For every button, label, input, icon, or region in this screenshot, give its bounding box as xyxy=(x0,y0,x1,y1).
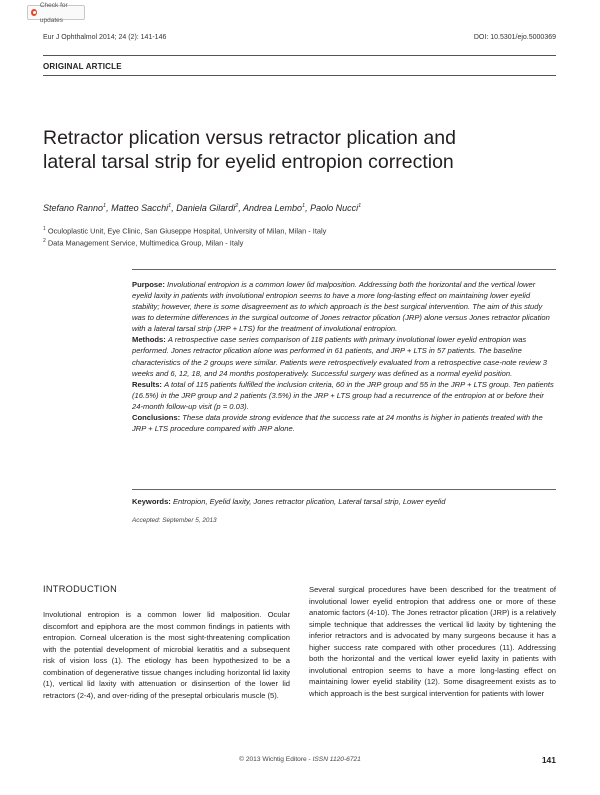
author: Stefano Ranno$^1$ xyxy=(43,203,107,213)
abstract-results: Results: A total of 115 patients fulfilled the inclusion criteria, 60 in the JRP group and 55 in the JRP + LTS group. Ten patients (16.5%) in the JRP group and 2 patients (3.5%) in the JRP + LTS group had a recurrence of the entropion at or before their 24-month follow-up visit (p = 0.03). xyxy=(132,379,554,411)
section-rule xyxy=(43,75,556,76)
article-title xyxy=(43,126,543,174)
title-line: lateral tarsal strip for eyelid entropion correction xyxy=(43,151,454,173)
affiliation: $^2$ Data Management Service, Multimedica Group, Milan - Italy xyxy=(43,238,244,248)
abstract-top-rule xyxy=(132,269,556,270)
abstract-purpose: Purpose: Involutional entropion is a common lower lid malposition. Addressing both the horizontal and the vertical lower eyelid laxity in patients with involutional entropion seems to have a more long-lasting effect on maintaining lower eyelid stability; however, there is some disagreement as to which approach is the best surgical intervention. The aim of this study was to determine differences in the surgical outcome of Jones retractor plication (JRP) alone versus Jones retractor plication with a lateral tarsal strip (JRP + LTS) for the treatment of involutional entropion. xyxy=(132,280,550,334)
author: Daniela Gilardi$^2$ xyxy=(176,203,239,213)
author-list: Stefano Ranno$^1$, Matteo Sacchi$^1$, Daniela Gilardi$^2$, Andrea Lembo$^1$, Paolo Nucci$^1$ xyxy=(43,203,362,213)
intro-right-column: Several surgical procedures have been described for the treatment of involutional lower eyelid entropion that address one or more of these anatomic factors (4-10). The Jones retractor plication (JRP) is a relatively simple technique that addresses the vertical lid laxity by tightening the inferior retractors and is advocated by many surgeons because it has a higher success rate compared with other procedures (11). Addressing both the horizontal and the vertical lower eyelid laxity in patients with involutional entropion seems to have a more long-lasting effect on maintaining lower eyelid stability (12). Some disagreement exists as to which approach is the best surgical intervention for patients with lower xyxy=(309,585,556,698)
header-rule xyxy=(43,55,556,56)
check-for-updates-badge[interactable] xyxy=(27,1,85,24)
journal-citation: Eur J Ophthalmol 2014; 24 (2): 141-146 xyxy=(43,34,167,41)
section-label: ORIGINAL ARTICLE xyxy=(43,62,122,71)
accepted-date: Accepted: September 5, 2013 xyxy=(132,517,217,524)
abstract-bottom-rule xyxy=(132,489,556,490)
badge-label: Check for updates xyxy=(39,1,68,24)
crossmark-icon xyxy=(31,9,37,16)
doi[interactable]: DOI: 10.5301/ejo.5000369 xyxy=(473,34,556,41)
author: Andrea Lembo$^1$ xyxy=(243,203,306,213)
introduction-heading: INTRODUCTION xyxy=(43,584,118,594)
page-number: 141 xyxy=(541,755,556,765)
footer-copyright: © 2013 Wichtig Editore - ISSN 1120-6721 xyxy=(239,756,361,763)
abstract xyxy=(132,279,554,434)
abstract-methods: Methods: A retrospective case series comparison of 118 patients with primary involutional lower eyelid entropion was performed. Jones retractor plication alone was performed in 61 patients, and JRP + LTS in 57 patients. The baseline characteristics of the 2 groups were similar. Patients were retrospectively evaluated from a retrospective case-note review 3 weeks and 6, 12, 18, and 24 months postoperatively. Successful surgery was defined as a normal eyelid position. xyxy=(132,335,548,378)
author: Matteo Sacchi$^1$ xyxy=(111,203,172,213)
abstract-conclusions: Conclusions: These data provide strong evidence that the success rate at 24 months is higher in patients treated with the JRP + LTS procedure compared with JRP alone. xyxy=(132,412,543,434)
intro-left-column: Involutional entropion is a common lower lid malposition. Ocular discomfort and epiphora are the most common findings in patients with entropion. Corneal ulceration is the most sight-threatening complication with the potential development of microbial keratitis and a subsequent risk of vision loss (1). The etiology has been hypothesized to be a combination of degenerative tissue changes including horizontal lid laxity (1), vertical lid laxity with attenuation or disinsertion of the lower lid retractors (2-4), and over-riding of the preseptal orbicularis muscle (5). xyxy=(43,610,290,700)
keywords: Keywords: Entropion, Eyelid laxity, Jones retractor plication, Lateral tarsal strip, Lower eyelid xyxy=(132,497,446,506)
title-line: Retractor plication versus retractor plication and xyxy=(43,127,456,149)
author: Paolo Nucci$^1$ xyxy=(310,203,362,213)
affiliation: $^1$ Oculoplastic Unit, Eye Clinic, San Giuseppe Hospital, University of Milan, Milan - Italy xyxy=(43,226,327,236)
